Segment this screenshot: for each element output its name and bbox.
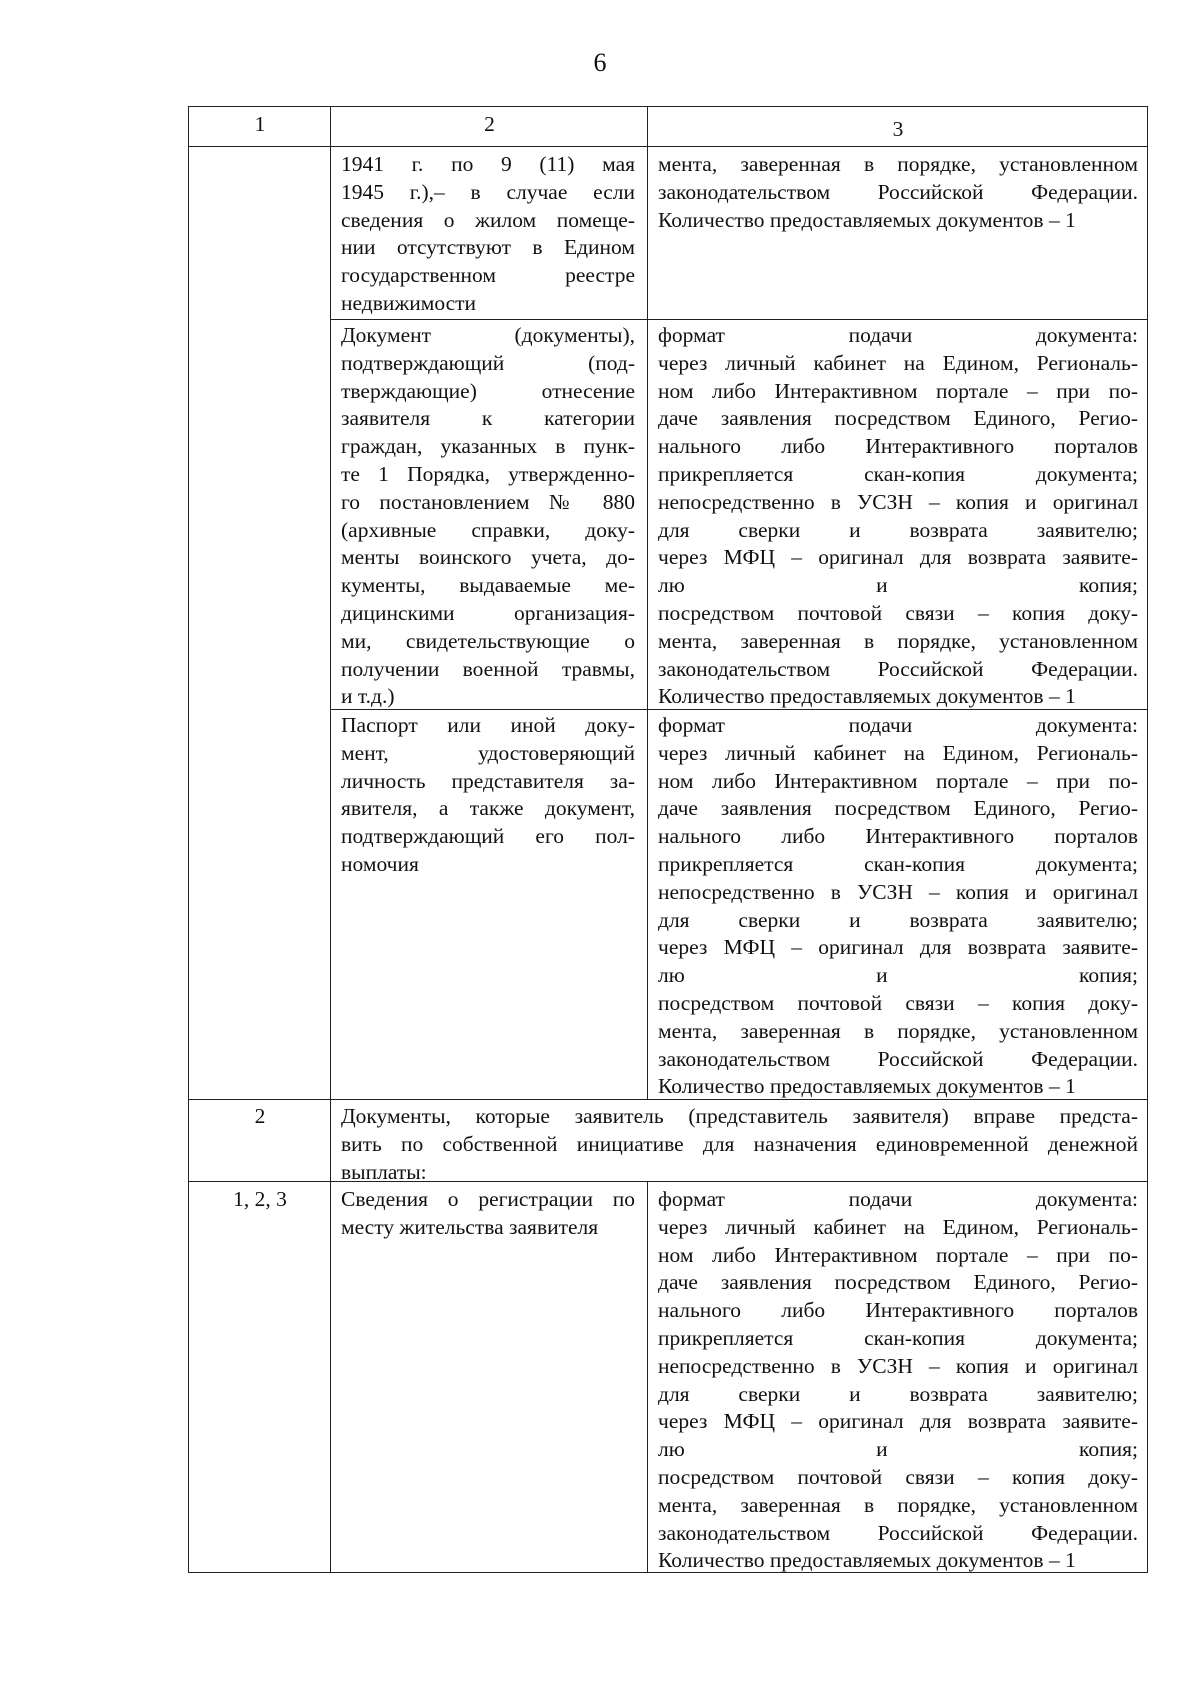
text-line: непосредственно в УСЗН – копия и оригинал bbox=[658, 879, 1138, 904]
text-line: 1941 г. по 9 (11) мая bbox=[341, 152, 635, 176]
text-line: заявителя к категории bbox=[341, 406, 635, 431]
row-number: 1, 2, 3 bbox=[233, 1187, 287, 1211]
text-line: через личный кабинет на Едином, Региональ- bbox=[658, 1214, 1138, 1239]
text-line: дицинскими организация- bbox=[341, 600, 635, 625]
text-line: ми, свидетельствующие о bbox=[341, 628, 635, 653]
text-line: недвижимости bbox=[341, 290, 477, 315]
text-line: ном либо Интерактивном портале – при по- bbox=[658, 1242, 1138, 1267]
text-line: через МФЦ – оригинал для возврата заявите- bbox=[658, 545, 1138, 570]
text-line: Документы, которые заявитель (представитель заявителя) вправе предста- bbox=[341, 1104, 1138, 1128]
text-line: для сверки и возврата заявителю; bbox=[658, 517, 1138, 542]
text-line: го постановлением № 880 bbox=[341, 489, 635, 514]
table-top-border bbox=[188, 106, 1148, 107]
text-line: месту жительства заявителя bbox=[341, 1214, 599, 1239]
text-line: вить по собственной инициативе для назначения единовременной денежной bbox=[341, 1131, 1138, 1156]
table-left-border bbox=[188, 106, 189, 1573]
text-line: те 1 Порядка, утвержденно- bbox=[341, 461, 635, 486]
table-cell bbox=[341, 151, 635, 318]
text-line: через МФЦ – оригинал для возврата заявите- bbox=[658, 1409, 1138, 1434]
text-line: сведения о жилом помеще- bbox=[341, 207, 635, 232]
text-line: даче заявления посредством Единого, Регио- bbox=[658, 406, 1138, 431]
text-line: нального либо Интерактивного порталов bbox=[658, 1298, 1138, 1323]
text-line: получении военной травмы, bbox=[341, 656, 635, 681]
text-line: через личный кабинет на Едином, Региональ- bbox=[658, 740, 1138, 765]
text-line: выплаты: bbox=[341, 1159, 427, 1184]
text-line: мент, удостоверяющий bbox=[341, 740, 635, 765]
text-line: нального либо Интерактивного порталов bbox=[658, 434, 1138, 459]
text-line: законодательством Российской Федерации. bbox=[658, 1046, 1138, 1071]
text-line: подтверждающий его пол- bbox=[341, 824, 635, 849]
text-line: для сверки и возврата заявителю; bbox=[658, 1381, 1138, 1406]
row-divider bbox=[330, 319, 1148, 320]
text-line: Количество предоставляемых документов – 1 bbox=[658, 1548, 1076, 1573]
text-line: через МФЦ – оригинал для возврата заявите- bbox=[658, 935, 1138, 960]
text-line: Количество предоставляемых документов – 1 bbox=[658, 207, 1076, 232]
text-line: тверждающие) отнесение bbox=[341, 378, 635, 403]
text-line: Количество предоставляемых документов – 1 bbox=[658, 684, 1076, 709]
text-line: Количество предоставляемых документов – 1 bbox=[658, 1074, 1076, 1099]
table-cell bbox=[341, 322, 635, 711]
text-line: государственном реестре bbox=[341, 263, 635, 288]
text-line: прикрепляется скан-копия документа; bbox=[658, 461, 1138, 486]
text-line: через личный кабинет на Едином, Региональ- bbox=[658, 350, 1138, 375]
header-col2: 2 bbox=[484, 112, 495, 136]
text-line: Сведения о регистрации по bbox=[341, 1187, 635, 1211]
text-line: нии отсутствуют в Едином bbox=[341, 235, 635, 260]
text-line: мента, заверенная в порядке, установленном bbox=[658, 1492, 1138, 1517]
text-line: граждан, указанных в пунк- bbox=[341, 434, 635, 459]
text-line: формат подачи документа: bbox=[658, 713, 1138, 737]
text-line: формат подачи документа: bbox=[658, 1187, 1138, 1211]
text-line: Документ (документы), bbox=[341, 323, 635, 347]
text-line: мента, заверенная в порядке, установленном bbox=[658, 1018, 1138, 1043]
table-cell bbox=[658, 712, 1138, 1101]
text-line: подтверждающий (под- bbox=[341, 350, 635, 375]
text-line: прикрепляется скан-копия документа; bbox=[658, 1325, 1138, 1350]
table-cell bbox=[658, 322, 1138, 711]
column-divider bbox=[647, 1181, 648, 1573]
text-line: кументы, выдаваемые ме- bbox=[341, 573, 635, 598]
text-line: законодательством Российской Федерации. bbox=[658, 1520, 1138, 1545]
text-line: личность представителя за- bbox=[341, 768, 635, 793]
text-line: (архивные справки, доку- bbox=[341, 517, 635, 542]
text-line: мента, заверенная в порядке, установленном bbox=[658, 152, 1138, 176]
table-cell bbox=[658, 1186, 1138, 1575]
table-cell bbox=[341, 1186, 635, 1242]
column-divider bbox=[647, 106, 648, 1100]
table-cell bbox=[341, 712, 635, 879]
section-number: 2 bbox=[254, 1104, 266, 1128]
text-line: ном либо Интерактивном портале – при по- bbox=[658, 378, 1138, 403]
text-line: Паспорт или иной доку- bbox=[341, 713, 635, 737]
text-line: посредством почтовой связи – копия доку- bbox=[658, 1464, 1138, 1489]
header-col3: 3 bbox=[892, 117, 904, 141]
text-line: посредством почтовой связи – копия доку- bbox=[658, 600, 1138, 625]
text-line: даче заявления посредством Единого, Регио- bbox=[658, 1270, 1138, 1295]
text-line: 1945 г.),– в случае если bbox=[341, 179, 635, 204]
text-line: законодательством Российской Федерации. bbox=[658, 656, 1138, 681]
text-line: посредством почтовой связи – копия доку- bbox=[658, 990, 1138, 1015]
text-line: для сверки и возврата заявителю; bbox=[658, 907, 1138, 932]
section-title bbox=[341, 1103, 1138, 1186]
text-line: и т.д.) bbox=[341, 684, 395, 709]
text-line: менты воинского учета, до- bbox=[341, 545, 635, 570]
header-bottom-border bbox=[188, 146, 1148, 147]
text-line: номочия bbox=[341, 851, 419, 876]
text-line: непосредственно в УСЗН – копия и оригинал bbox=[658, 489, 1138, 514]
text-line: мента, заверенная в порядке, установленном bbox=[658, 628, 1138, 653]
page-number: 6 bbox=[593, 48, 607, 77]
text-line: законодательством Российской Федерации. bbox=[658, 179, 1138, 204]
text-line: формат подачи документа: bbox=[658, 323, 1138, 347]
text-line: даче заявления посредством Единого, Регио- bbox=[658, 796, 1138, 821]
text-line: лю и копия; bbox=[658, 1437, 1138, 1462]
text-line: прикрепляется скан-копия документа; bbox=[658, 851, 1138, 876]
text-line: непосредственно в УСЗН – копия и оригинал bbox=[658, 1353, 1138, 1378]
text-line: ном либо Интерактивном портале – при по- bbox=[658, 768, 1138, 793]
text-line: явителя, а также документ, bbox=[341, 796, 635, 821]
text-line: лю и копия; bbox=[658, 573, 1138, 598]
text-line: лю и копия; bbox=[658, 963, 1138, 988]
table-cell bbox=[658, 151, 1138, 234]
table-right-border bbox=[1147, 106, 1148, 1573]
header-col1: 1 bbox=[254, 112, 266, 136]
column-divider bbox=[330, 106, 331, 1573]
text-line: нального либо Интерактивного порталов bbox=[658, 824, 1138, 849]
